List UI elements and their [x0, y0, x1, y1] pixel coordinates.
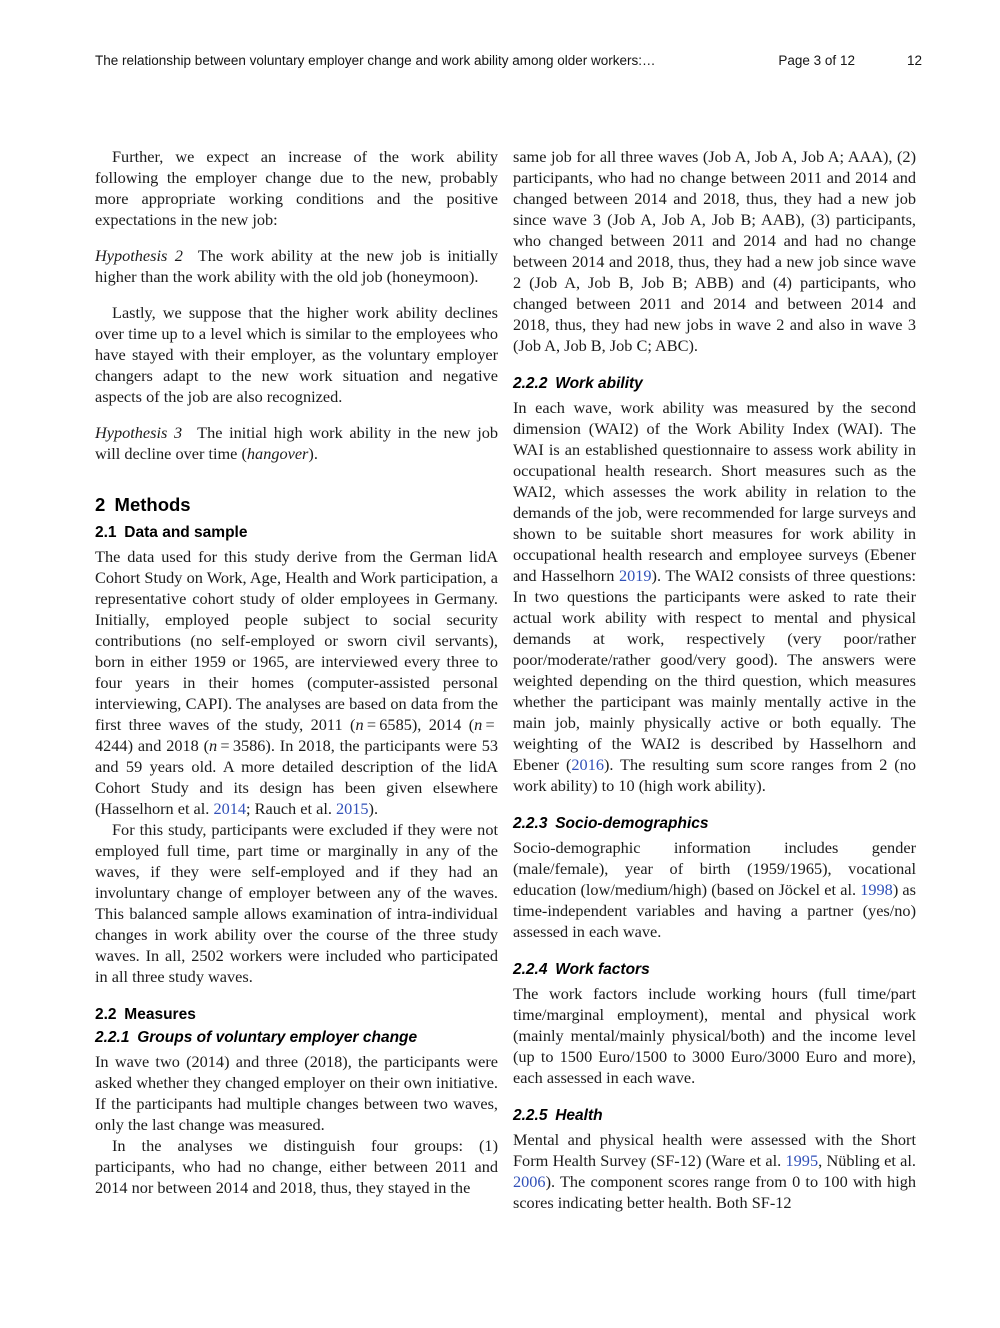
hypothesis-label: Hypothesis 3 — [95, 423, 183, 442]
paragraph-work-ability — [513, 397, 916, 796]
citation-link[interactable]: 2014 — [213, 799, 247, 818]
text-segment: For this study, participants were excluded if they were not employed full time, part time or marginally in any of the waves, if they were self-employed and if they had an involuntary change of employer between any of the waves. This balanced sample allows examination of intra-individual changes in work ability over the course of the three study waves. In all, 2502 workers were included who participated in all three study waves. — [95, 820, 498, 986]
paragraph-data-sample-1 — [95, 546, 498, 819]
paragraph-health — [513, 1129, 916, 1213]
running-title: The relationship between voluntary employer change and work ability among older workers:… — [95, 53, 656, 68]
paragraph-hypothesis3-intro — [95, 302, 498, 407]
paragraph-groups-continued — [513, 146, 916, 356]
text-segment: = 4244) and 2018 ( — [95, 715, 498, 755]
italic-text-segment: hangover — [246, 444, 309, 463]
hypothesis-label: Hypothesis 2 — [95, 246, 183, 265]
text-segment: The work factors include working hours (full time/part time/marginal employment), mental and physical work (mainly mental/mainly physical/both) and the income level (up to 1500 Euro/1500 to 3000 Euro/3000 Euro and more), each assessed in each wave. — [513, 984, 916, 1087]
text-segment: Lastly, we suppose that the higher work ability declines over time up to a level which is similar to the employees who have stayed with their employer, as the voluntary employer changers adapt to the new work situation and negative aspects of the job are also recognized. — [95, 303, 498, 406]
paragraph-hypothesis2-intro — [95, 146, 498, 230]
text-segment: The work ability at the new job is initially higher than the work ability with the old job (honeymoon). — [95, 246, 499, 286]
article-body — [95, 146, 916, 1213]
subsubsection-heading-work-factors: 2.2.4 Work factors — [513, 961, 650, 978]
citation-link[interactable]: 2019 — [618, 566, 652, 585]
italic-text-segment: n — [474, 715, 483, 734]
text-segment: = 3586). In 2018, the participants were 53 and 59 years old. A more detailed description of the lidA Cohort Study and its design has been given elsewhere (Hasselhorn et al. — [95, 736, 498, 818]
text-segment: ). The WAI2 consists of three questions: In two questions the participants were asked to rate their actual work ability with respect to mental and physical demands at work, respectively (very poor/rather poor/moderate/rather good/very good). The answers were weighted depending on the third question, which measures whether the participant was mainly mentally active in the main job, mainly physically active or both equally. The weighting of the WAI2 is described by Hasselhorn and Ebener ( — [513, 566, 916, 774]
paragraph-work-factors — [513, 983, 916, 1088]
column-right — [513, 146, 916, 1213]
italic-text-segment: n — [355, 715, 364, 734]
paragraph-groups-1 — [95, 1051, 498, 1135]
citation-link[interactable]: 1998 — [860, 880, 893, 899]
text-segment: , Nübling et al. — [818, 1151, 916, 1170]
paragraph-socio-demographics — [513, 837, 916, 942]
text-segment: In wave two (2014) and three (2018), the participants were asked whether they changed employer on their own initiative. If the participants had multiple changes between two waves, only the last change was measured. — [95, 1052, 498, 1134]
citation-link[interactable]: 2016 — [571, 755, 604, 774]
text-segment: Further, we expect an increase of the work ability following the employer change due to the new, probably more appropriate working conditions and the positive expectations in the new job: — [95, 147, 498, 229]
text-segment: Socio-demographic information includes gender (male/female), year of birth (1959/1965), vocational education (low/medium/high) (based on Jöckel et al. — [513, 838, 916, 899]
citation-link[interactable]: 2015 — [335, 799, 369, 818]
page-header — [95, 53, 922, 68]
text-segment: same job for all three waves (Job A, Job A, Job A; AAA), (2) participants, who had no change between 2011 and 2014 and changed between 2014 and 2018, thus, they had a new job since wave 3 (Job A, Job A, Job B; AAB), (3) participants, who changed between 2011 and 2014 and had no change between 2014 and 2018, thus, they had a new job since wave 2 (Job A, Job B, Job B; ABB) and (4) participants, who changed between 2011 and 2014 and between 2014 and 2018, thus, they had new jobs in wave 2 and also in wave 3 (Job A, Job B, Job C; ABC). — [513, 147, 916, 355]
italic-text-segment: n — [209, 736, 218, 755]
citation-link[interactable]: 1995 — [785, 1151, 819, 1170]
subsubsection-heading-groups: 2.2.1 Groups of voluntary employer change — [95, 1029, 418, 1046]
page-number: 12 — [906, 53, 922, 68]
subsection-heading-measures: 2.2 Measures — [95, 1006, 196, 1023]
text-segment: ). — [308, 444, 318, 463]
subsection-heading-data-and-sample: 2.1 Data and sample — [95, 524, 248, 541]
paragraph-groups-2 — [95, 1135, 498, 1198]
text-segment: In each wave, work ability was measured by the second dimension (WAI2) of the Work Ability Index (WAI). The WAI is an established questionnaire to assess work ability in occupational health research. Short measures such as the WAI2, which assesses the work ability in relation to the demands of the job, were recommended for large surveys and shown to be suitable short measures for work ability in occupational health research and employee surveys (Ebener and Hasselhorn — [513, 398, 916, 585]
paragraph-hypothesis-2 — [95, 245, 498, 287]
page-label: Page 3 of 12 — [778, 53, 855, 68]
column-left — [95, 146, 498, 1213]
text-segment: ) as time-independent variables and having a partner (yes/no) assessed in each wave. — [513, 880, 916, 941]
text-segment: = 6585), 2014 ( — [363, 715, 475, 734]
text-segment: In the analyses we distinguish four groups: (1) participants, who had no change, either between 2011 and 2014 nor between 2014 and 2018, thus, they stayed in the — [95, 1136, 498, 1197]
text-segment: ). The resulting sum score ranges from 2 (no work ability) to 10 (high work ability). — [513, 755, 916, 795]
text-segment: Mental and physical health were assessed with the Short Form Health Survey (SF-12) (Ware et al. — [513, 1130, 916, 1170]
text-segment: The initial high work ability in the new job will decline over time ( — [95, 423, 499, 463]
text-segment: The data used for this study derive from the German lidA Cohort Study on Work, Age, Health and Work participation, a representative cohort study of older employees in Germany. Initially, employed people subject to social security contributions (no self-employed or sworn civil servants), born in either 1959 or 1965, are interviewed every three to four years in their homes (computer-assisted personal interviewing, CAPI). The analyses are based on data from the first three waves of the study, 2011 ( — [95, 547, 498, 734]
text-segment: ; Rauch et al. — [246, 799, 336, 818]
page-info — [778, 53, 922, 68]
text-segment: ). The component scores range from 0 to 100 with high scores indicating better health. Both SF-12 — [513, 1172, 916, 1212]
subsubsection-heading-work-ability: 2.2.2 Work ability — [513, 375, 643, 392]
text-segment: ). — [368, 799, 379, 818]
subsubsection-heading-health: 2.2.5 Health — [513, 1107, 603, 1124]
paragraph-hypothesis-3 — [95, 422, 498, 464]
section-heading-methods: 2 Methods — [95, 494, 191, 515]
citation-link[interactable]: 2006 — [513, 1172, 546, 1191]
paragraph-data-sample-2 — [95, 819, 498, 987]
subsubsection-heading-socio-demographics: 2.2.3 Socio-demographics — [513, 815, 709, 832]
